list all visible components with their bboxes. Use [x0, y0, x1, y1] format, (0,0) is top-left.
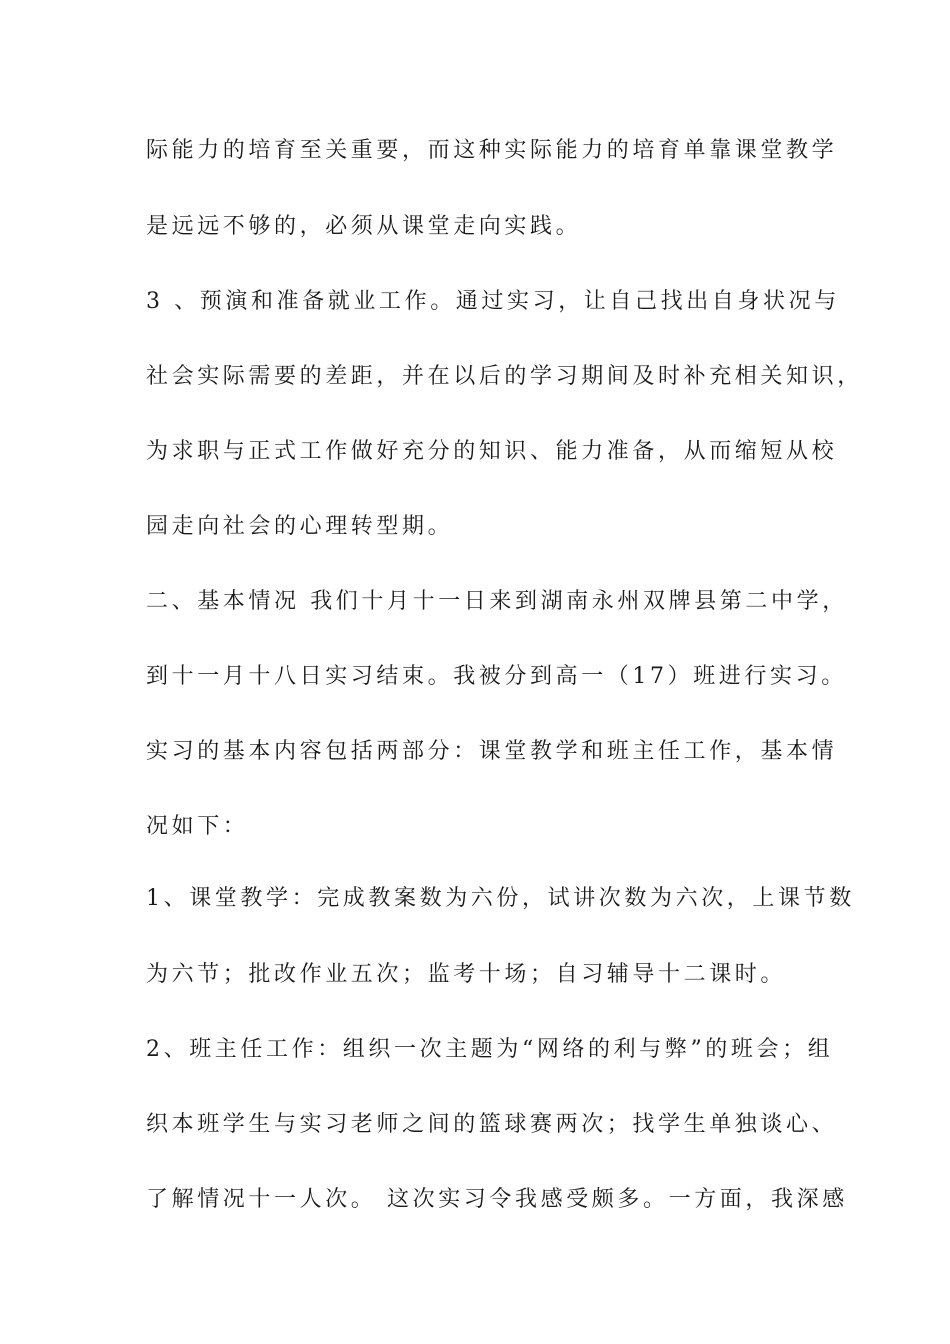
text-line: 二、基本情况 我们十月十一日来到湖南永州双牌县第二中学， [146, 589, 848, 614]
text-line: 是远远不够的，必须从课堂走向实践。 [146, 214, 582, 239]
text-line: 实习的基本内容包括两部分：课堂教学和班主任工作，基本情 [146, 739, 838, 764]
text-line: 际能力的培育至关重要，而这种实际能力的培育单靠课堂教学 [146, 138, 838, 163]
text-line: 到十一月十八日实习结束。我被分到高一（17）班进行实习。 [146, 664, 847, 689]
text-line: 社会实际需要的差距，并在以后的学习期间及时补充相关知识， [146, 364, 863, 389]
text-line: 况如下： [146, 814, 249, 839]
text-line: 为六节；批改作业五次；监考十场；自习辅导十二课时。 [146, 962, 787, 987]
text-line: 1、课堂教学：完成教案数为六份，试讲次数为六次，上课节数 [146, 886, 855, 911]
text-line: 园走向社会的心理转型期。 [146, 514, 454, 539]
text-line: 了解情况十一人次。 这次实习令我感受颇多。一方面，我深感 [146, 1187, 848, 1212]
text-line: 3 、预演和准备就业工作。通过实习，让自己找出自身状况与 [146, 289, 840, 314]
text-line: 织本班学生与实习老师之间的篮球赛两次；找学生单独谈心、 [146, 1112, 838, 1137]
text-line: 2、班主任工作：组织一次主题为“网络的利与弊”的班会；组 [146, 1037, 834, 1062]
text-line: 为求职与正式工作做好充分的知识、能力准备，从而缩短从校 [146, 439, 838, 464]
